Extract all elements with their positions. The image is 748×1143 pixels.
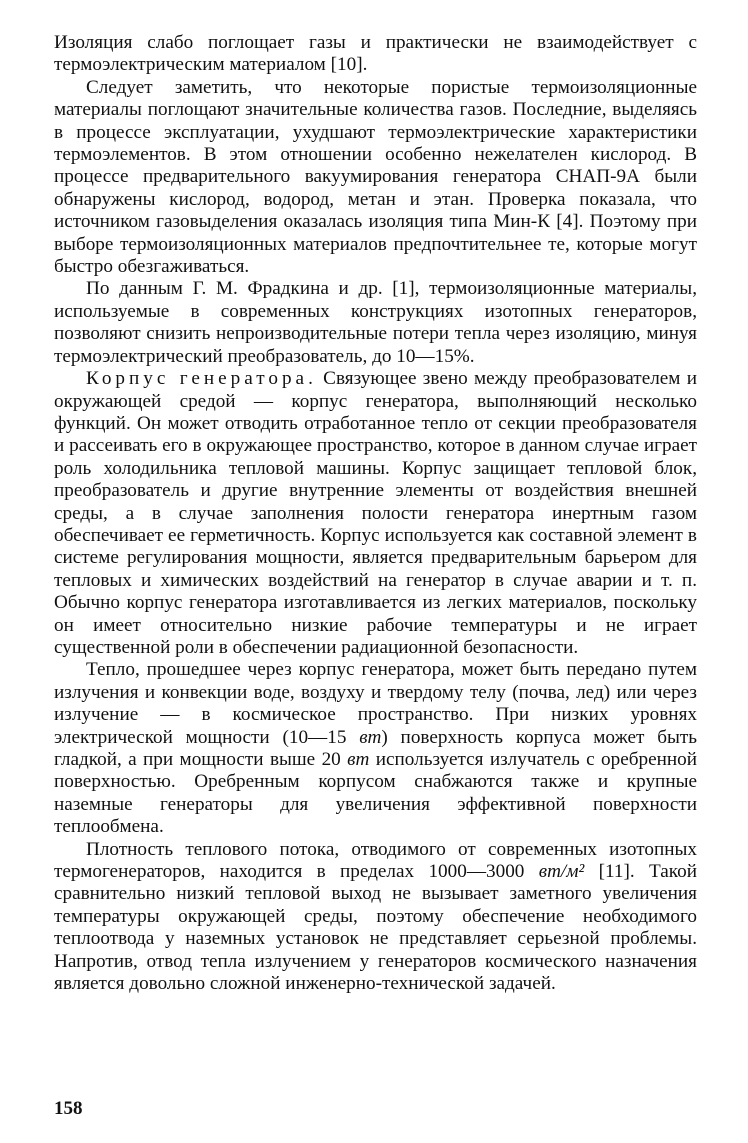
paragraph-4 [54,368,697,659]
paragraph-1: Изоляция слабо поглощает газы и практически не взаимодействует с термоэлектрическим материалом [10]. [54,32,697,76]
paragraph-5-text-c: используется излучатель с оребренной поверхностью. Оребренным корпусом снабжаются также и крупные наземные генераторы для увеличения эффективной поверхности теплообмена. [54,749,697,838]
section-heading: Корпус генератора. [86,368,317,390]
paragraph-3: По данным Г. М. Фрадкина и др. [1], термоизоляционные материалы, используемые в современных конструкциях изотопных генераторов, позволяют снизить непроизводительные потери тепла через изоляцию, минуя термоэлектрический преобразователь, до 10—15%. [54,278,697,367]
paragraph-6 [54,839,697,996]
paragraph-5-text-a: Тепло, прошедшее через корпус генератора, может быть передано путем излучения и конвекции воде, воздуху и твердому телу (почва, лед) или через излучение — в космическое пространство. При низких уровнях электрической мощности (10—15 [54,659,697,748]
page-number: 158 [54,1098,83,1119]
paragraph-6-text-a: Плотность теплового потока, отводимого от современных изотопных термогенераторов, находится в пределах 1000—3000 [54,838,697,883]
unit-label: вт/м² [538,861,585,883]
page-body [54,32,697,995]
paragraph-4-text: Связующее звено между преобразователем и окружающей средой — корпус генератора, выполняющий несколько функций. Он может отводить отработанное тепло от секции преобразователя и рассеивать его в окружающее пространство, которое в данном случае играет роль холодильника тепловой машины. Корпус защищает тепловой блок, преобразователь и другие внутренние элементы от воздействия внешней среды, а в случае заполнения полости генератора инертным газом обеспечивает ее герметичность. Корпус используется как составной элемент в системе регулирования мощности, является предварительным барьером для тепловых и химических воздействий на генератор в случае аварии и т. п. Обычно корпус генератора изготавливается из легких материалов, поскольку он имеет относительно низкие рабочие температуры и не играет существенной роли в обеспечении радиационной безопасности. [54,368,698,658]
unit-label: вт [347,749,370,770]
paragraph-2: Следует заметить, что некоторые пористые термоизоляционные материалы поглощают значительные количества газов. Последние, выделяясь в процессе эксплуатации, ухудшают термоэлектрические характеристики термоэлементов. В этом отношении особенно нежелателен кислород. В процессе предварительного вакуумирования генератора СНАП-9А были обнаружены кислород, водород, метан и этан. Проверка показала, что источником газовыделения оказалась изоляция типа Мин-К [4]. Поэтому при выборе термоизоляционных материалов предпочтительнее те, которые могут быстро обезгаживаться. [54,76,697,278]
paragraph-6-text-b: [11]. Такой сравнительно низкий тепловой выход не вызывает заметного увеличения температуры окружающей среды, поэтому обеспечение необходимого теплоотвода у наземных установок не представляет серьезной проблемы. Напротив, отвод тепла излучением у генераторов космического назначения является довольно сложной инженерно-технической задачей. [54,861,697,995]
unit-label: вт [359,726,382,748]
paragraph-5-text-b: ) поверхность корпуса может быть гладкой, а при мощности выше 20 [54,726,698,770]
paragraph-5 [54,659,697,838]
